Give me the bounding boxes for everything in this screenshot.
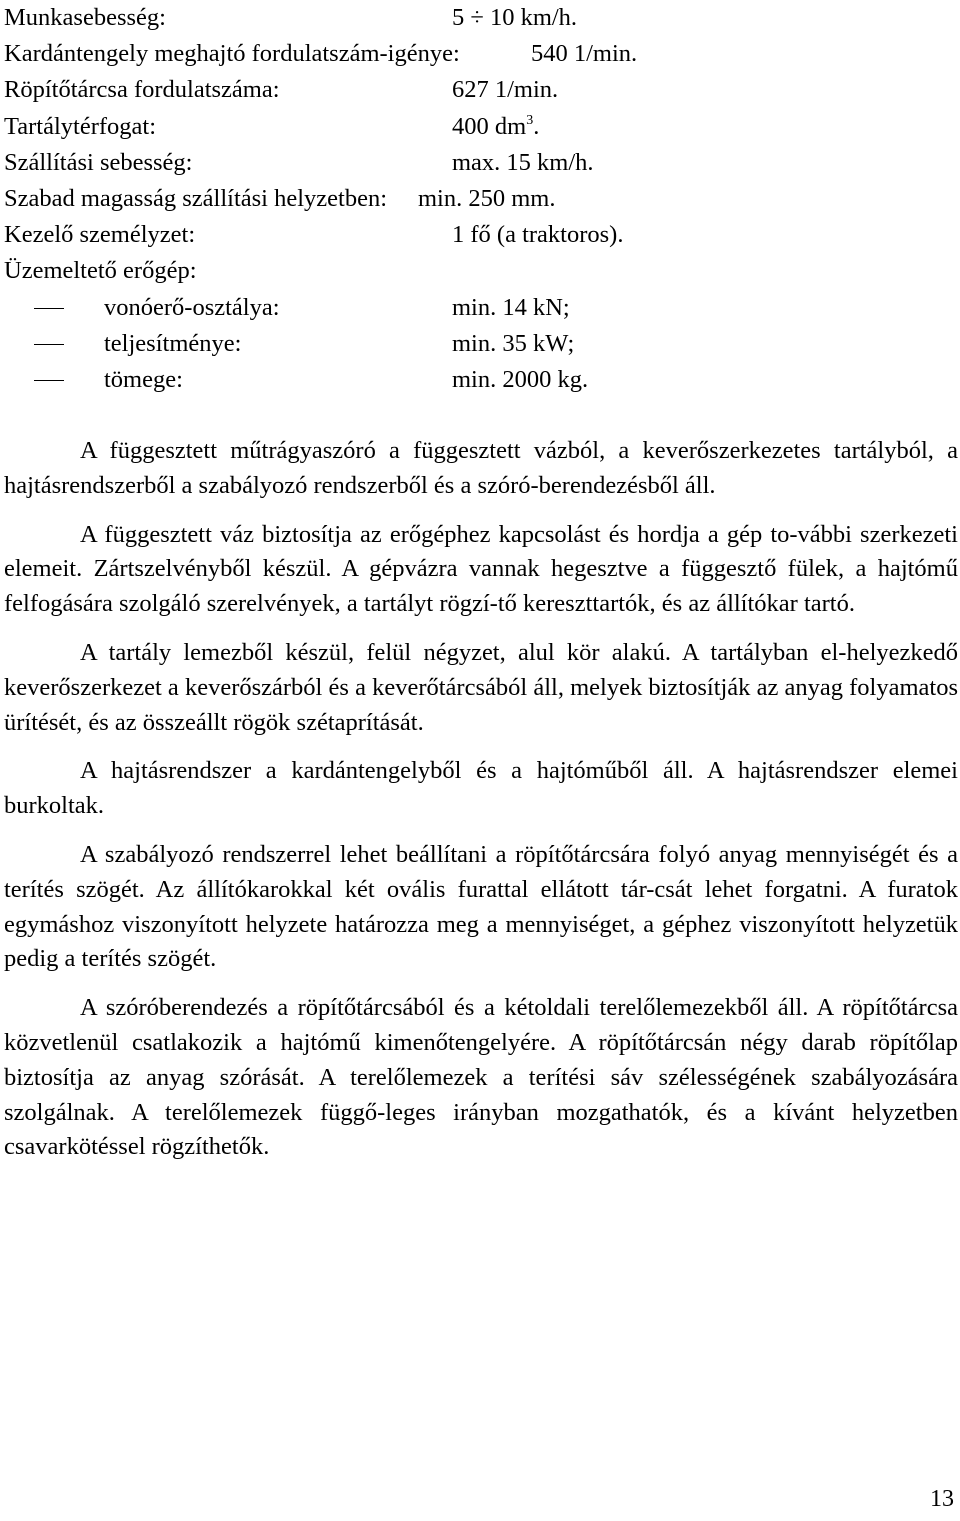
- spec-row: [4, 0, 958, 36]
- spec-label: Szállítási sebesség:: [4, 148, 193, 176]
- spec-value: 1 fő (a traktoros).: [452, 221, 624, 249]
- spec-label: teljesítménye:: [104, 329, 242, 357]
- spec-value: 5 ÷ 10 km/h.: [452, 4, 578, 31]
- spec-row: [4, 253, 958, 289]
- spec-value: min. 35 kW;: [452, 329, 575, 357]
- spec-row: [4, 181, 958, 217]
- spec-label: Kardántengely meghajtó fordulatszám-igénye:: [4, 40, 460, 68]
- body-text: [4, 434, 958, 1179]
- spec-value-group: [452, 109, 539, 145]
- paragraph: A függesztett műtrágyaszóró a függesztett vázból, a keverőszerkezetes tartályból, a hajtásrendszerből a szabályozó rendszerből és a szóró-berendezésből áll.: [4, 437, 958, 499]
- spec-value: min. 250 mm.: [418, 184, 556, 212]
- spec-list: [4, 0, 958, 398]
- spec-superscript: 3: [526, 112, 534, 128]
- spec-value: 627 1/min.: [452, 76, 559, 104]
- spec-label: tömege:: [104, 365, 183, 393]
- spec-subrow: [4, 362, 958, 398]
- spec-label: Munkasebesség:: [4, 4, 166, 31]
- spec-value: min. 2000 kg.: [452, 365, 589, 393]
- spec-subrow: [4, 290, 958, 326]
- spec-value: min. 14 kN;: [452, 293, 570, 321]
- spec-row: [4, 72, 958, 108]
- spec-value: max. 15 km/h.: [452, 148, 594, 176]
- page-number: 13: [930, 1486, 954, 1512]
- spec-row: [4, 109, 958, 145]
- spec-label: Kezelő személyzet:: [4, 221, 196, 249]
- spec-value: 400 dm: [452, 112, 527, 140]
- spec-row: [4, 217, 958, 253]
- paragraph: A tartály lemezből készül, felül négyzet, alul kör alakú. A tartályban el-helyezkedő keverőszerkezet a keverőszárból és a keverőtárcsából áll, melyek biztosítják az anyag folyamatos ürítését, és az összeállt rögök szétaprítását.: [4, 638, 958, 736]
- spec-row: [4, 36, 958, 72]
- spec-row: [4, 145, 958, 181]
- spec-label: vonóerő-osztálya:: [104, 293, 280, 321]
- spec-label: Röpítőtárcsa fordulatszáma:: [4, 76, 280, 104]
- spec-label: Üzemeltető erőgép:: [4, 257, 197, 285]
- spec-label: Szabad magasság szállítási helyzetben:: [4, 184, 388, 212]
- paragraph: A függesztett váz biztosítja az erőgéphez kapcsolást és hordja a gép to-vábbi szerkezeti elemeit. Zártszelvényből készül. A gépvázra vannak hegesztve a függesztő fülek, a hajtómű felfogására szolgáló szerelvények, a tartályt rögzí-tő kereszttartók, és az állítókar tartó.: [4, 520, 958, 618]
- paragraph: A szóróberendezés a röpítőtárcsából és a kétoldali terelőlemezekből áll. A röpítőtárcsa közvetlenül csatlakozik a hajtómű kimenőtengelyére. A röpítőtárcsán négy darab röpítőlap biztosítja az anyag szórását. A terelőlemezek a terítési sáv szélességének szabályozására szolgálnak. A terelőlemezek függő-leges irányban mozgathatók, és a kívánt helyzetben csavarkötéssel rögzíthetők.: [4, 994, 958, 1161]
- spec-subrow: [4, 326, 958, 362]
- spec-label: Tartálytérfogat:: [4, 112, 157, 140]
- spec-value: 540 1/min.: [531, 40, 638, 68]
- paragraph: A hajtásrendszer a kardántengelyből és a hajtóműből áll. A hajtásrendszer elemei burkoltak.: [4, 757, 958, 820]
- paragraph: A szabályozó rendszerrel lehet beállítani a röpítőtárcsára folyó anyag mennyiségét és a terítés szögét. Az állítókarokkal két ovális furattal ellátott tár-csát lehet forgatni. A furatok egymáshoz viszonyított helyzete határozza meg a mennyiséget, a géphez viszonyított helyzetük pedig a terítés szögét.: [4, 840, 958, 973]
- spec-suffix: .: [533, 112, 540, 140]
